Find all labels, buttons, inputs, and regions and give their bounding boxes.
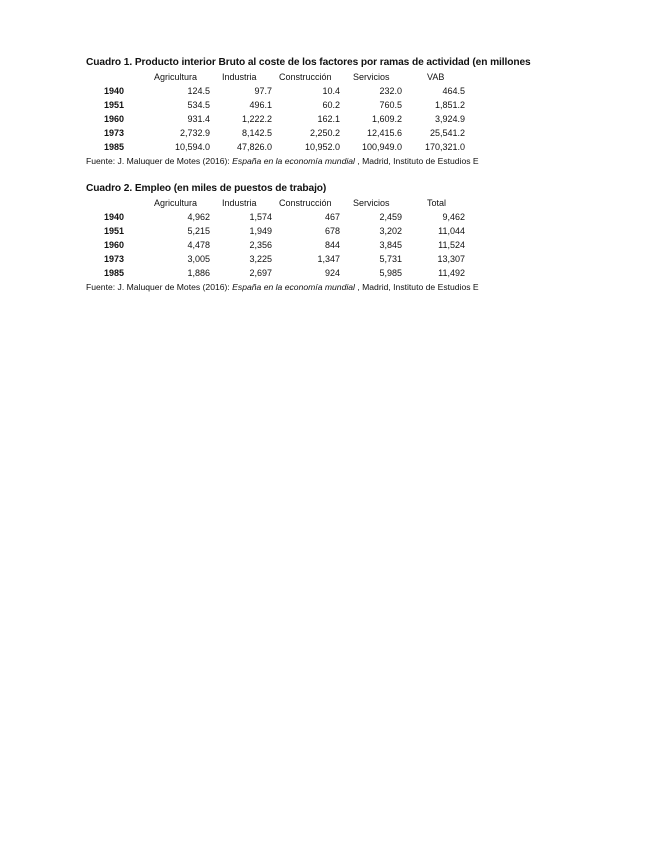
year-cell: 1960 xyxy=(104,240,125,250)
table-row xyxy=(86,266,532,280)
value-cell: 47,826.0 xyxy=(236,142,272,152)
value-cell: 124.5 xyxy=(187,86,210,96)
table-row xyxy=(86,84,532,98)
value-cell: 1,949 xyxy=(249,226,272,236)
value-cell: 97.7 xyxy=(254,86,272,96)
value-cell: 5,215 xyxy=(187,226,210,236)
value-cell: 5,985 xyxy=(379,268,402,278)
year-cell: 1951 xyxy=(104,226,125,236)
value-cell: 3,845 xyxy=(379,240,402,250)
table-row xyxy=(86,112,532,126)
value-cell: 2,732.9 xyxy=(179,128,210,138)
value-cell: 2,356 xyxy=(249,240,272,250)
table-1 xyxy=(86,56,532,168)
value-cell: 2,459 xyxy=(379,212,402,222)
value-cell: 534.5 xyxy=(187,100,210,110)
value-cell: 1,222.2 xyxy=(241,114,272,124)
table-row xyxy=(86,210,532,224)
value-cell: 1,886 xyxy=(187,268,210,278)
year-cell: 1960 xyxy=(104,114,125,124)
column-header: Agricultura xyxy=(154,198,198,208)
value-cell: 3,924.9 xyxy=(434,114,465,124)
source-book-title: España en la economía mundial xyxy=(232,156,355,166)
column-header: Servicios xyxy=(353,72,390,82)
value-cell: 760.5 xyxy=(379,100,402,110)
spreadsheet-content xyxy=(86,56,532,294)
value-cell: 467 xyxy=(324,212,340,222)
table-row xyxy=(86,126,532,140)
source-prefix: Fuente: J. Maluquer de Motes (2016): xyxy=(86,282,233,292)
value-cell: 11,524 xyxy=(438,240,465,250)
table-row xyxy=(86,224,532,238)
table-2 xyxy=(86,182,532,294)
table-2-source-note xyxy=(86,280,532,294)
year-cell: 1985 xyxy=(104,142,125,152)
source-book-title: España en la economía mundial xyxy=(232,282,355,292)
table-1-header-row xyxy=(86,70,532,84)
value-cell: 464.5 xyxy=(442,86,465,96)
value-cell: 232.0 xyxy=(379,86,402,96)
value-cell: 5,731 xyxy=(379,254,402,264)
value-cell: 931.4 xyxy=(187,114,210,124)
value-cell: 4,478 xyxy=(187,240,210,250)
table-row xyxy=(86,98,532,112)
value-cell: 1,851.2 xyxy=(434,100,465,110)
value-cell: 4,962 xyxy=(187,212,210,222)
source-suffix: , Madrid, Instituto de Estudios E xyxy=(354,282,479,292)
column-header: Total xyxy=(427,198,447,208)
table-row xyxy=(86,238,532,252)
value-cell: 3,225 xyxy=(249,254,272,264)
table-1-title: Cuadro 1. Producto interior Bruto al coste de los factores por ramas de actividad (en millones xyxy=(86,57,531,68)
value-cell: 3,005 xyxy=(187,254,210,264)
value-cell: 3,202 xyxy=(379,226,402,236)
year-cell: 1973 xyxy=(104,254,125,264)
source-prefix: Fuente: J. Maluquer de Motes (2016): xyxy=(86,156,233,166)
spacer xyxy=(86,168,532,182)
value-cell: 924 xyxy=(324,268,340,278)
value-cell: 12,415.6 xyxy=(366,128,402,138)
value-cell: 11,044 xyxy=(438,226,465,236)
value-cell: 10.4 xyxy=(322,86,340,96)
value-cell: 1,347 xyxy=(317,254,340,264)
value-cell: 162.1 xyxy=(317,114,340,124)
year-cell: 1951 xyxy=(104,100,125,110)
value-cell: 9,462 xyxy=(442,212,465,222)
value-cell: 100,949.0 xyxy=(361,142,402,152)
source-suffix: , Madrid, Instituto de Estudios E xyxy=(354,156,479,166)
value-cell: 496.1 xyxy=(249,100,272,110)
year-cell: 1985 xyxy=(104,268,125,278)
table-2-title: Cuadro 2. Empleo (en miles de puestos de trabajo) xyxy=(86,183,327,194)
value-cell: 1,574 xyxy=(249,212,272,222)
column-header: Construcción xyxy=(279,72,332,82)
column-header: Servicios xyxy=(353,198,390,208)
column-header: Industria xyxy=(222,72,257,82)
table-row xyxy=(86,140,532,154)
column-header: VAB xyxy=(427,72,445,82)
table-row xyxy=(86,252,532,266)
year-cell: 1973 xyxy=(104,128,125,138)
value-cell: 8,142.5 xyxy=(241,128,272,138)
value-cell: 13,307 xyxy=(437,254,465,264)
value-cell: 170,321.0 xyxy=(424,142,465,152)
value-cell: 2,250.2 xyxy=(309,128,340,138)
value-cell: 10,594.0 xyxy=(174,142,210,152)
table-2-header-row xyxy=(86,196,532,210)
value-cell: 11,492 xyxy=(438,268,465,278)
column-header: Industria xyxy=(222,198,257,208)
table-1-source-note xyxy=(86,154,532,168)
value-cell: 25,541.2 xyxy=(429,128,465,138)
value-cell: 2,697 xyxy=(249,268,272,278)
value-cell: 844 xyxy=(324,240,340,250)
year-cell: 1940 xyxy=(104,212,125,222)
column-header: Agricultura xyxy=(154,72,198,82)
value-cell: 1,609.2 xyxy=(371,114,402,124)
value-cell: 60.2 xyxy=(322,100,340,110)
year-cell: 1940 xyxy=(104,86,125,96)
value-cell: 10,952.0 xyxy=(304,142,340,152)
value-cell: 678 xyxy=(324,226,340,236)
column-header: Construcción xyxy=(279,198,332,208)
